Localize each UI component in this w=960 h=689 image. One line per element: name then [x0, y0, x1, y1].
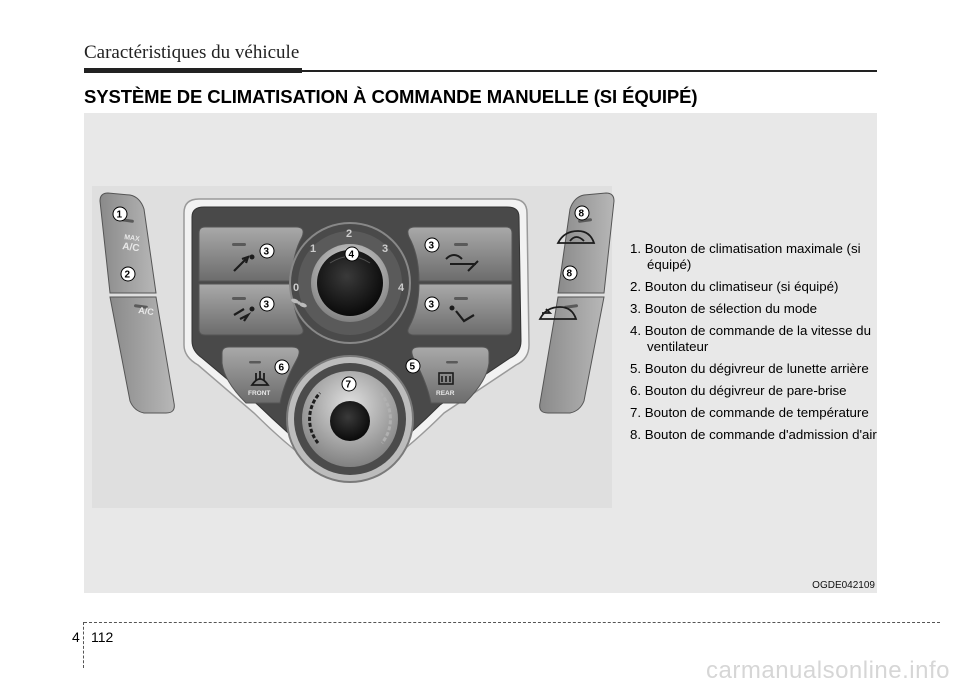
marker-8-b: [563, 266, 577, 280]
marker-5: [406, 359, 420, 373]
legend-item: 8. Bouton de commande d'admission d'air: [630, 427, 877, 442]
svg-text:6: 6: [278, 362, 285, 374]
page-number: 112: [91, 629, 114, 645]
marker-3-a: [260, 244, 274, 258]
svg-text:7: 7: [345, 379, 352, 391]
section-title: Caractéristiques du véhicule: [84, 42, 300, 63]
svg-text:3: 3: [263, 299, 270, 311]
marker-4: [345, 247, 359, 261]
svg-text:2: 2: [124, 269, 131, 281]
marker-8-a: [575, 206, 589, 220]
footer-vertical-divider: [83, 622, 84, 668]
svg-text:3: 3: [428, 240, 435, 252]
air-intake-fresh-button[interactable]: [540, 297, 604, 413]
marker-3-b: [260, 297, 274, 311]
svg-text:1: 1: [116, 209, 123, 221]
header-rule-thick: [84, 68, 302, 73]
marker-1: [113, 207, 127, 221]
svg-text:4: 4: [348, 249, 355, 261]
mode-button-top-left[interactable]: [199, 227, 303, 281]
marker-7: [342, 377, 356, 391]
svg-text:3: 3: [263, 246, 270, 258]
climate-control-figure: [84, 113, 877, 593]
marker-2: [121, 267, 135, 281]
front-defrost-label: FRONT: [248, 390, 271, 397]
legend-item: 7. Bouton de commande de température: [630, 405, 869, 420]
mode-button-bottom-right[interactable]: [408, 284, 512, 335]
footer-divider: [84, 622, 940, 623]
marker-3-d: [425, 297, 439, 311]
rear-defrost-label: REAR: [436, 390, 455, 397]
figure-legend: [630, 241, 880, 449]
chapter-number: 4: [72, 629, 80, 645]
svg-text:8: 8: [578, 208, 585, 220]
fan-speed-1: 1: [310, 243, 317, 255]
svg-text:3: 3: [428, 299, 435, 311]
ac-label: A/C: [137, 305, 155, 318]
svg-text:5: 5: [409, 361, 416, 373]
marker-6: [275, 360, 289, 374]
fan-speed-2: 2: [346, 228, 353, 240]
max-ac-label-top: MAX: [123, 234, 141, 244]
legend-item: 3. Bouton de sélection du mode: [630, 301, 818, 316]
watermark: carmanualsonline.info: [706, 657, 950, 684]
fan-speed-3: 3: [382, 243, 389, 255]
temperature-knob[interactable]: [330, 401, 370, 441]
figure-code: OGDE042109: [812, 580, 875, 591]
legend-item: 6. Bouton du dégivreur de pare-brise: [630, 383, 847, 398]
svg-text:8: 8: [566, 268, 573, 280]
legend-item: 2. Bouton du climatiseur (si équipé): [630, 279, 839, 294]
legend-item: 1. Bouton de climatisation maximale (si équipé): [630, 241, 861, 272]
fan-speed-0: 0: [293, 282, 300, 294]
legend-item: 5. Bouton du dégivreur de lunette arrière: [630, 361, 869, 376]
legend-item: 4. Bouton de commande de la vitesse du ventilateur: [630, 323, 871, 354]
marker-3-c: [425, 238, 439, 252]
mode-button-top-right[interactable]: [408, 227, 512, 281]
fan-speed-4: 4: [398, 282, 405, 294]
max-ac-label-bottom: A/C: [121, 241, 141, 255]
page-heading: SYSTÈME DE CLIMATISATION À COMMANDE MANUELLE (SI ÉQUIPÉ): [84, 86, 698, 107]
header-rule-thin: [302, 70, 877, 72]
